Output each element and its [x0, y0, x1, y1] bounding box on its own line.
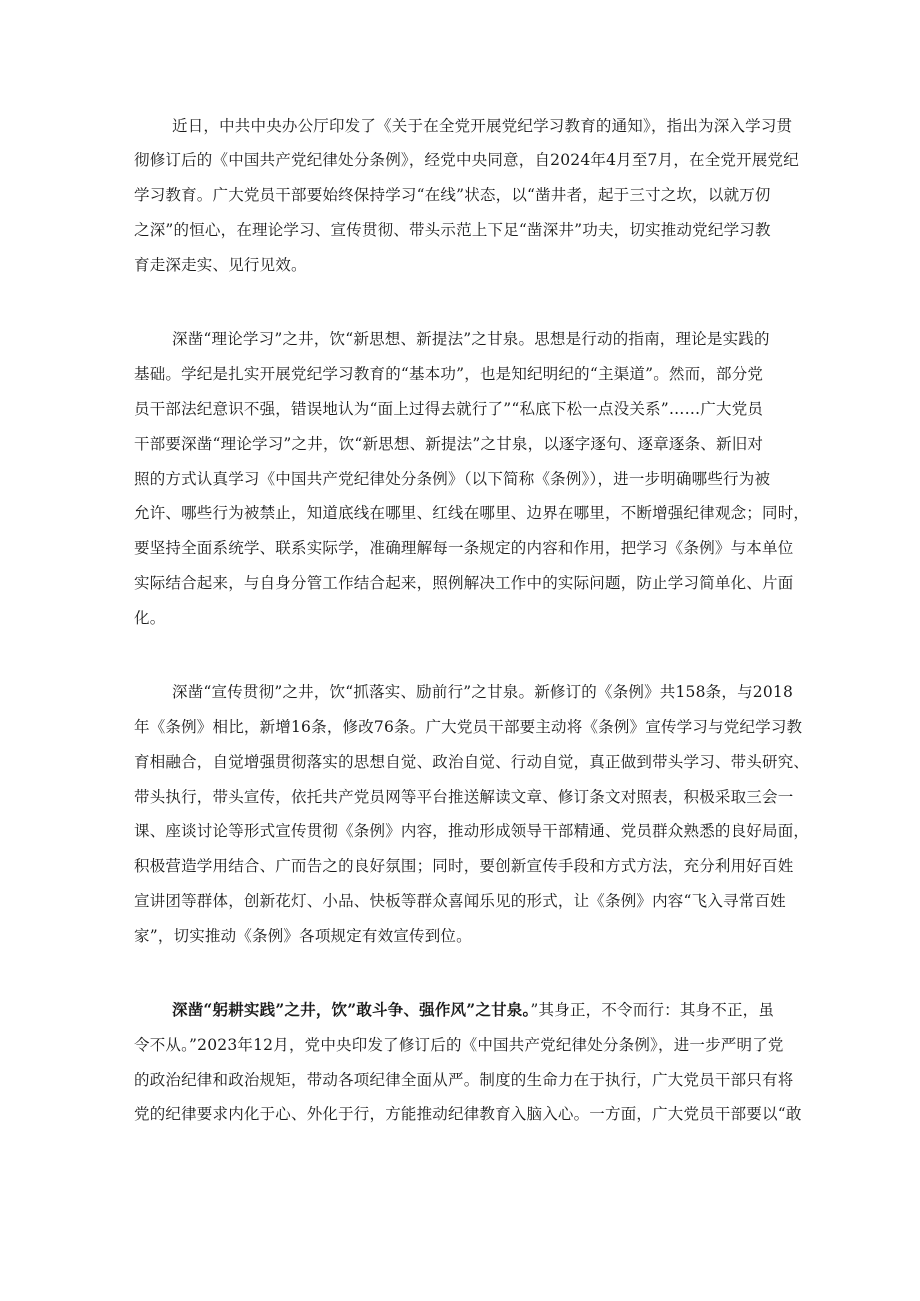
- paragraph-4-heading: 深凿“躬耕实践”之井，饮”敢斗争、强作风”之甘泉。: [172, 1000, 531, 1019]
- paragraph-4-line-1: [172, 1000, 774, 1020]
- paragraph-2-line-3: 员干部法纪意识不强，错误地认为“面上过得去就行了”“私底下松一点没关系”……广大党员: [134, 400, 764, 418]
- paragraph-1-line-1: 近日，中共中央办公厅印发了《关于在全党开展党纪学习教育的通知》，指出为深入学习贯: [172, 117, 793, 135]
- paragraph-1-line-5: 育走深走实、见行见效。: [134, 256, 307, 274]
- paragraph-1-line-3: 学习教育。广大党员干部要始终保持学习“在线”状态，以“凿井者，起于三寸之坎，以就万仞: [134, 186, 771, 204]
- paragraph-1-line-4: 之深”的恒心，在理论学习、宣传贯彻、带头示范上下足“凿深井”功夫，切实推动党纪学习教: [134, 221, 771, 239]
- paragraph-2-line-4: 干部要深凿“理论学习”之井，饮“新思想、新提法”之甘泉，以逐字逐句、逐章逐条、新旧对: [134, 435, 764, 453]
- paragraph-3-line-6: 积极营造学用结合、广而告之的良好氛围；同时，要创新宣传手段和方式方法，充分利用好百姓: [134, 857, 794, 875]
- paragraph-3-line-5: 课、座谈讨论等形式宣传贯彻《条例》内容，推动形成领导干部精通、党员群众熟悉的良好局面，: [134, 822, 810, 840]
- paragraph-3-line-7: 宣讲团等群体，创新花灯、小品、快板等群众喜闻乐见的形式，让《条例》内容“飞入寻常百姓: [134, 892, 786, 910]
- paragraph-2-line-2: 基础。学纪是扎实开展党纪学习教育的“基本功”，也是知纪明纪的“主渠道”。然而，部分党: [134, 365, 764, 383]
- paragraph-3-line-1: 深凿“宣传贯彻”之井，饮“抓落实、励前行”之甘泉。新修订的《条例》共158条，与2018: [172, 683, 794, 701]
- paragraph-4-first-line-text: ”其身正，不令而行：其身不正，虽: [530, 1001, 775, 1019]
- paragraph-2-line-5: 照的方式认真学习《中国共产党纪律处分条例》（以下简称《条例》），进一步明确哪些行为被: [134, 470, 771, 488]
- paragraph-2-line-7: 要坚持全面系统学、联系实际学，准确理解每一条规定的内容和作用，把学习《条例》与本单位: [134, 539, 794, 557]
- paragraph-3-line-4: 带头执行，带头宣传，依托共产党员网等平台推送解读文章、修订条文对照表，积极采取三会一: [134, 788, 794, 806]
- paragraph-3-line-2: 年《条例》相比，新增16条，修改76条。广大党员干部要主动将《条例》宣传学习与党纪学习教: [134, 718, 803, 736]
- paragraph-1-line-2: 彻修订后的《中国共产党纪律处分条例》，经党中央同意，自2024年4月至7月，在全党开展党纪: [134, 151, 799, 169]
- paragraph-3-line-3: 育相融合，自觉增强贯彻落实的思想自觉、政治自觉、行动自觉，真正做到带头学习、带头研究、: [134, 753, 810, 771]
- paragraph-4-line-2: 令不从。”2023年12月，党中央印发了修订后的《中国共产党纪律处分条例》，进一步严明了党: [134, 1036, 784, 1054]
- paragraph-3-line-8: 家”，切实推动《条例》各项规定有效宣传到位。: [134, 927, 472, 945]
- paragraph-4-line-3: 的政治纪律和政治规矩，带动各项纪律全面从严。制度的生命力在于执行，广大党员干部只有将: [134, 1071, 794, 1089]
- paragraph-2-line-6: 允许、哪些行为被禁止，知道底线在哪里、红线在哪里、边界在哪里，不断增强纪律观念；同时，: [134, 504, 810, 522]
- paragraph-2-line-9: 化。: [134, 609, 166, 627]
- paragraph-2-line-1: 深凿“理论学习”之井，饮“新思想、新提法”之甘泉。思想是行动的指南，理论是实践的: [172, 330, 770, 348]
- paragraph-2-line-8: 实际结合起来，与自身分管工作结合起来，照例解决工作中的实际问题，防止学习简单化、片面: [134, 574, 794, 592]
- paragraph-4-line-4: 党的纪律要求内化于心、外化于行，方能推动纪律教育入脑入心。一方面，广大党员干部要以“敢: [134, 1105, 802, 1123]
